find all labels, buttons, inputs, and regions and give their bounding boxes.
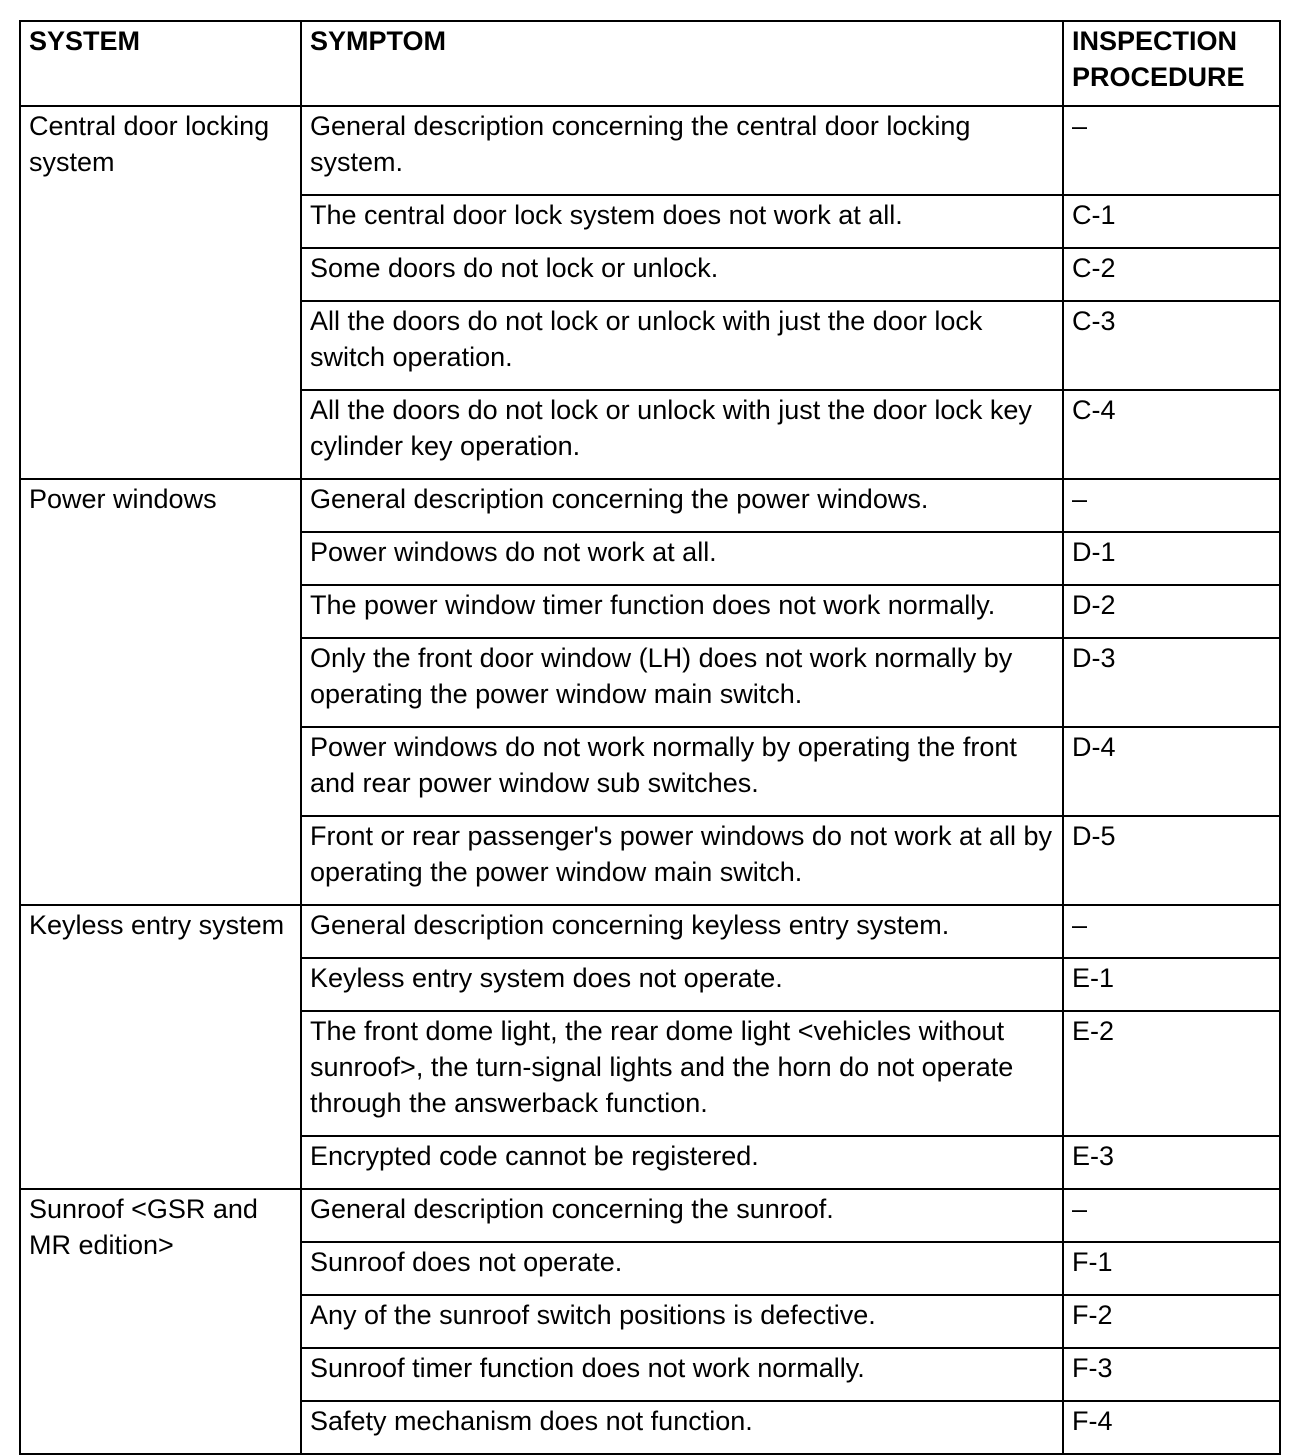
symptom-cell: Power windows do not work normally by operating the front and rear power window sub switches. (301, 727, 1063, 816)
table-row (20, 479, 1280, 532)
inspection-procedure-cell: – (1063, 905, 1280, 958)
inspection-procedure-cell: E-1 (1063, 958, 1280, 1011)
header-inspection-procedure: INSPECTION PROCEDURE (1063, 21, 1280, 106)
symptom-cell: The front dome light, the rear dome light <vehicles without sunroof>, the turn-signal lights and the horn do not operate through the answerback function. (301, 1011, 1063, 1136)
symptom-cell: Only the front door window (LH) does not work normally by operating the power window main switch. (301, 638, 1063, 727)
symptom-cell: Some doors do not lock or unlock. (301, 248, 1063, 301)
symptom-cell: Sunroof does not operate. (301, 1242, 1063, 1295)
symptom-cell: Power windows do not work at all. (301, 532, 1063, 585)
inspection-procedure-cell: E-2 (1063, 1011, 1280, 1136)
symptom-cell: General description concerning the power windows. (301, 479, 1063, 532)
inspection-procedure-cell: D-1 (1063, 532, 1280, 585)
header-row (20, 21, 1280, 106)
symptom-cell: The central door lock system does not work at all. (301, 195, 1063, 248)
inspection-procedure-cell: F-3 (1063, 1348, 1280, 1401)
inspection-procedure-cell: D-5 (1063, 816, 1280, 905)
table-row (20, 905, 1280, 958)
system-cell: Sunroof <GSR and MR edition> (20, 1189, 301, 1454)
inspection-procedure-cell: D-4 (1063, 727, 1280, 816)
symptom-cell: Any of the sunroof switch positions is defective. (301, 1295, 1063, 1348)
inspection-procedure-cell: – (1063, 479, 1280, 532)
inspection-procedure-cell: F-1 (1063, 1242, 1280, 1295)
inspection-procedure-cell: C-1 (1063, 195, 1280, 248)
symptom-cell: Keyless entry system does not operate. (301, 958, 1063, 1011)
inspection-procedure-cell: E-3 (1063, 1136, 1280, 1189)
header-system: SYSTEM (20, 21, 301, 106)
symptom-cell: All the doors do not lock or unlock with just the door lock switch operation. (301, 301, 1063, 390)
inspection-procedure-cell: C-4 (1063, 390, 1280, 479)
system-cell: Power windows (20, 479, 301, 905)
inspection-procedure-cell: F-4 (1063, 1401, 1280, 1454)
symptom-cell: The power window timer function does not work normally. (301, 585, 1063, 638)
symptom-cell: General description concerning the sunroof. (301, 1189, 1063, 1242)
inspection-procedure-cell: D-2 (1063, 585, 1280, 638)
symptom-cell: Encrypted code cannot be registered. (301, 1136, 1063, 1189)
symptom-cell: General description concerning keyless entry system. (301, 905, 1063, 958)
symptom-cell: Safety mechanism does not function. (301, 1401, 1063, 1454)
inspection-procedure-cell: C-3 (1063, 301, 1280, 390)
symptom-cell: All the doors do not lock or unlock with just the door lock key cylinder key operation. (301, 390, 1063, 479)
inspection-procedure-cell: C-2 (1063, 248, 1280, 301)
inspection-procedure-cell: – (1063, 106, 1280, 195)
inspection-procedure-cell: D-3 (1063, 638, 1280, 727)
table-row (20, 106, 1280, 195)
system-cell: Central door locking system (20, 106, 301, 479)
table-row (20, 1189, 1280, 1242)
symptom-cell: Front or rear passenger's power windows do not work at all by operating the power window main switch. (301, 816, 1063, 905)
header-symptom: SYMPTOM (301, 21, 1063, 106)
system-cell: Keyless entry system (20, 905, 301, 1189)
symptom-cell: General description concerning the central door locking system. (301, 106, 1063, 195)
symptom-chart-table (19, 20, 1281, 1455)
table-body (20, 106, 1280, 1454)
inspection-procedure-cell: F-2 (1063, 1295, 1280, 1348)
inspection-procedure-cell: – (1063, 1189, 1280, 1242)
symptom-cell: Sunroof timer function does not work normally. (301, 1348, 1063, 1401)
